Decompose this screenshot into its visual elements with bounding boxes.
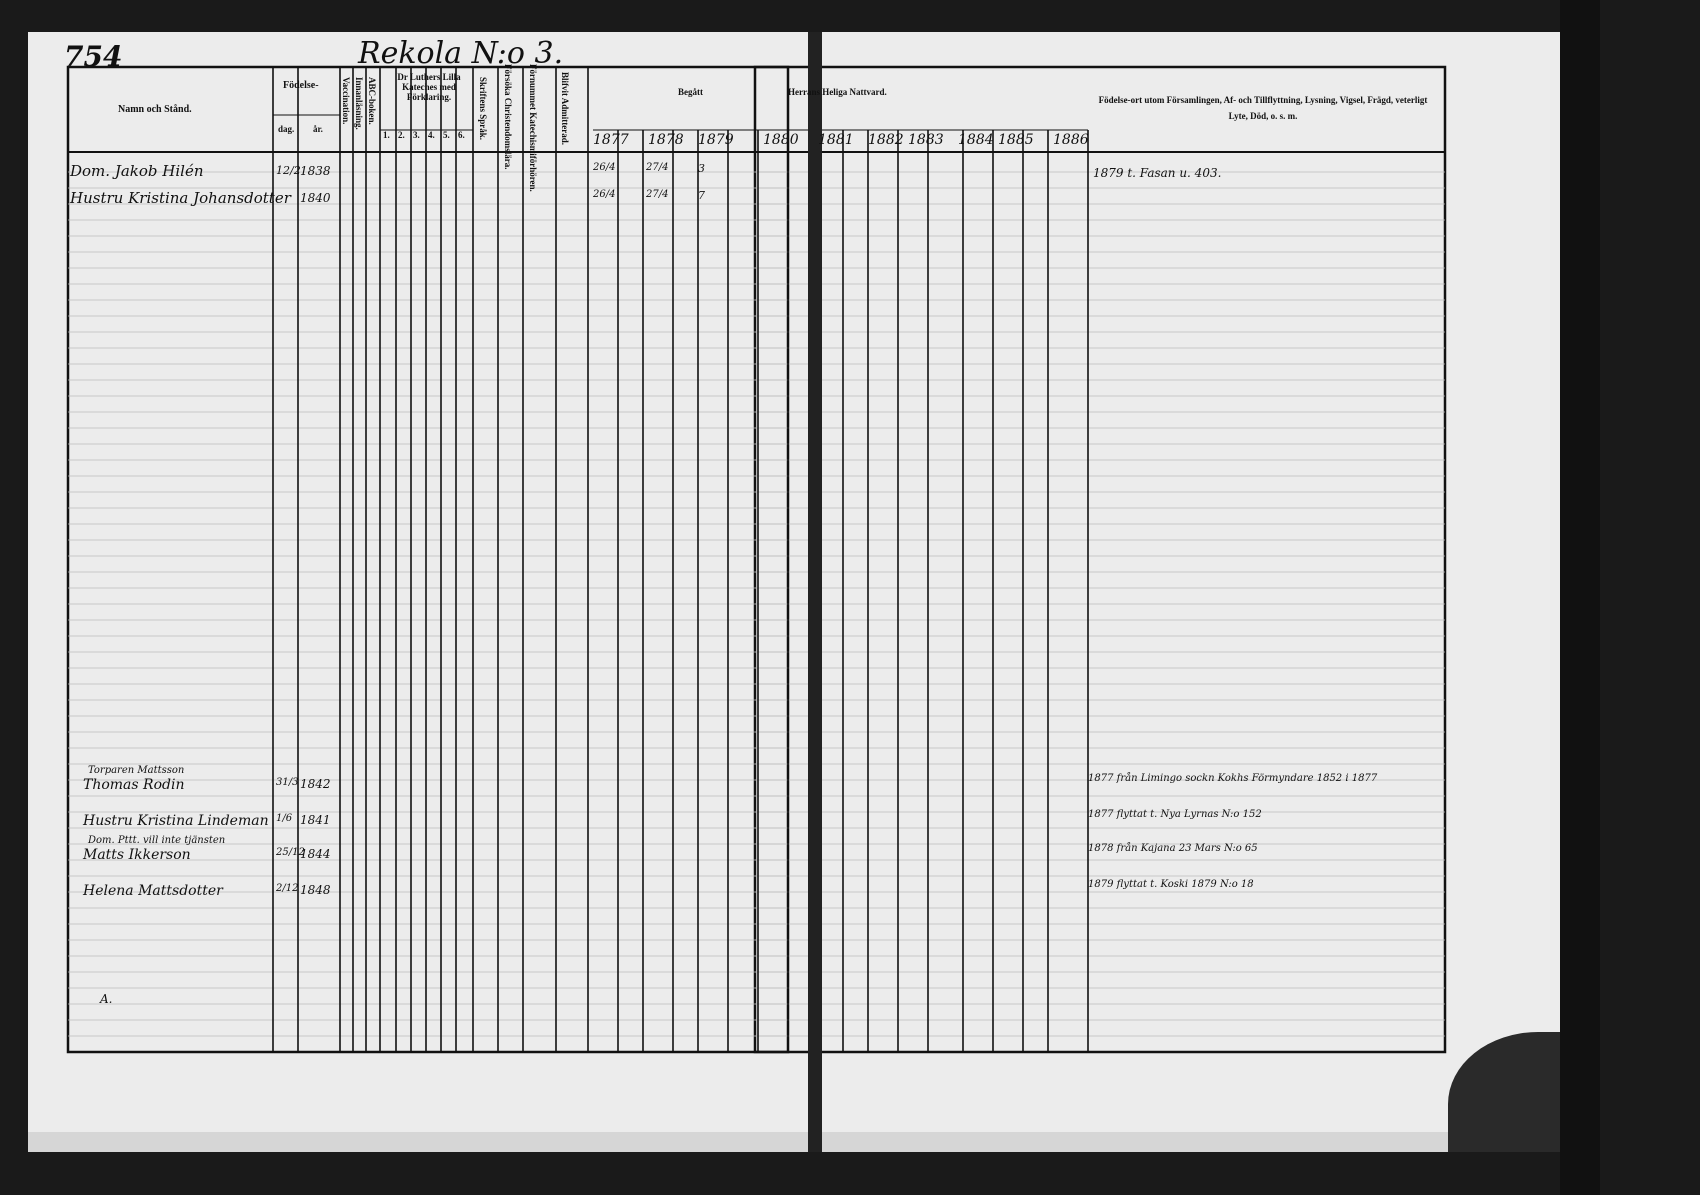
entry-name-prefix: Dom. Pttt. vill inte tjänsten bbox=[88, 835, 226, 846]
header-birth-year: år. bbox=[313, 124, 323, 134]
year-header: 1879 bbox=[698, 132, 734, 148]
year-header: 1886 bbox=[1053, 132, 1089, 148]
header-birth-day: dag. bbox=[278, 124, 295, 134]
scan-edge bbox=[1560, 0, 1600, 1195]
header-catechism-reading: Förnummet Katechismiförhören. bbox=[528, 64, 538, 192]
catechism-col-label: 5. bbox=[443, 130, 450, 140]
entry-birth-year: 1840 bbox=[300, 191, 331, 205]
entry-birth-year: 1841 bbox=[300, 813, 331, 827]
catechism-col-label: 6. bbox=[458, 130, 465, 140]
header-name: Namn och Stånd. bbox=[118, 104, 192, 115]
catechism-col-label: 3. bbox=[413, 130, 420, 140]
entry-communion-mark: 27/4 bbox=[646, 162, 669, 173]
header-abc: ABC-boken. bbox=[367, 77, 377, 125]
entry-name: Helena Mattsdotter bbox=[83, 883, 223, 899]
entry-communion-mark: 27/4 bbox=[646, 189, 669, 200]
year-header: 1885 bbox=[998, 132, 1034, 148]
entry-note: 1877 flyttat t. Nya Lyrnas N:o 152 bbox=[1088, 809, 1262, 820]
entry-birth-day: 2/12 bbox=[276, 883, 299, 894]
entry-note: 1879 flyttat t. Koski 1879 N:o 18 bbox=[1088, 879, 1254, 890]
entry-name: Hustru Kristina Lindeman bbox=[83, 813, 269, 829]
book-gutter bbox=[808, 32, 822, 1152]
entry-note: 1878 från Kajana 23 Mars N:o 65 bbox=[1088, 843, 1258, 854]
entry-birth-day: 25/12 bbox=[276, 847, 305, 858]
entry-note: 1877 från Limingo sockn Kokhs Förmyndare 1852 i 1877 bbox=[1088, 773, 1378, 784]
entry-birth-year: 1838 bbox=[300, 164, 331, 178]
year-header: 1877 bbox=[593, 132, 629, 148]
year-header: 1878 bbox=[648, 132, 684, 148]
page-number: 754 bbox=[64, 40, 123, 73]
header-inmigration: Innanläsning. bbox=[354, 77, 364, 130]
entry-name: Thomas Rodin bbox=[83, 777, 185, 793]
year-header: 1881 bbox=[818, 132, 854, 148]
entry-birth-day: 12/2 bbox=[276, 164, 301, 177]
catechism-col-label: 1. bbox=[383, 130, 390, 140]
year-header: 1883 bbox=[908, 132, 944, 148]
parish-heading: Rekola N:o 3. bbox=[358, 36, 564, 71]
entry-communion-mark: 26/4 bbox=[593, 162, 616, 173]
header-communion: Herrans Heliga Nattvard. bbox=[788, 87, 887, 97]
entry-birth-year: 1844 bbox=[300, 847, 331, 861]
header-catechism: Dr Luthers Lilla Kateches med Förklaring. bbox=[397, 72, 461, 102]
entry-birth-year: 1842 bbox=[300, 777, 331, 791]
entry-name: Dom. Jakob Hilén bbox=[70, 162, 204, 180]
year-header: 1884 bbox=[958, 132, 994, 148]
entry-name-prefix: Torparen Mattsson bbox=[88, 765, 185, 776]
entry-birth-day: 31/3 bbox=[276, 777, 299, 788]
header-begatt: Begått bbox=[678, 87, 703, 97]
entry-note: 1879 t. Fasan u. 403. bbox=[1093, 166, 1222, 180]
entry-birth-day: 1/6 bbox=[276, 813, 293, 824]
entry-communion-mark: 7 bbox=[698, 189, 705, 202]
year-header: 1880 bbox=[763, 132, 799, 148]
entry-name: Matts Ikkerson bbox=[83, 847, 191, 863]
header-vaccination: Vaccination. bbox=[341, 77, 351, 125]
entry-communion-mark: 26/4 bbox=[593, 189, 616, 200]
header-bible: Skriftens Språk. bbox=[478, 77, 488, 141]
header-christ: Försöka Christendomslära. bbox=[503, 64, 513, 170]
year-header: 1882 bbox=[868, 132, 904, 148]
entry-name: Hustru Kristina Johansdotter bbox=[70, 189, 291, 207]
catechism-col-label: 4. bbox=[428, 130, 435, 140]
header-admitted: Blifvit Admitterad. bbox=[560, 72, 570, 145]
catechism-col-label: 2. bbox=[398, 130, 405, 140]
header-birth: Födelse- bbox=[283, 80, 319, 91]
register-spread bbox=[28, 32, 1598, 1152]
header-notes: Födelse-ort utom Församlingen, Af- och Tillflyttning, Lysning, Vigsel, Frägd, veterligt Lyte, Död, o. s. m. bbox=[1098, 95, 1428, 121]
entry-birth-year: 1848 bbox=[300, 883, 331, 897]
entry-communion-mark: 3 bbox=[698, 162, 705, 175]
bottom-mark: A. bbox=[100, 992, 113, 1006]
